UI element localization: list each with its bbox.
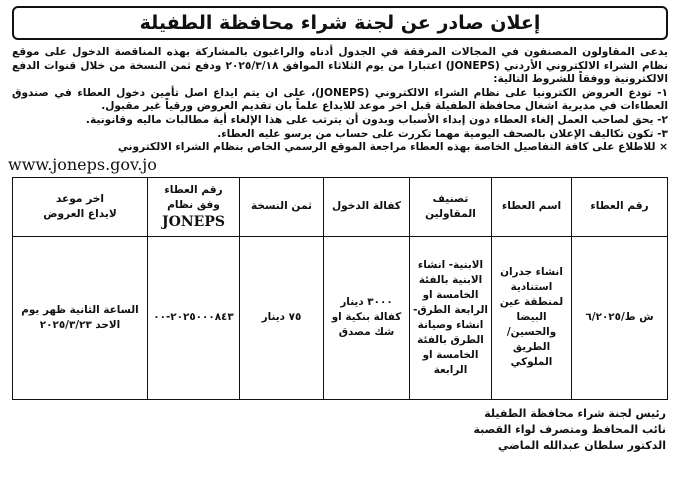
header-joneps-line2: وفق نظام [167, 198, 220, 211]
cell-contractor-class: الابنية- انشاء الابنية بالفئة الخامسة او الرابعة الطرق- انشاء وصيانة الطرق بالفئة الخامسة او الرابعة [410, 236, 492, 399]
cell-tender-name: انشاء جدران استنادية لمنطقة عين البيضا والحسين/ الطريق الملوكي [492, 236, 572, 399]
signature-line-3: الدكتور سلطان عبدالله الماضي [498, 438, 666, 452]
condition-item: ١- تودع العروض الكترونيا على نظام الشراء الالكتروني (JONEPS)، على ان يتم ايداع اصل تأمين دخول العطاء في صندوق العطاءات في مديرية اشغال محافظة الطفيلة قبل اخر موعد للايداع علماً بان تقديم العروض ورقياً غير مقبول. [12, 86, 668, 113]
cell-tender-number: ش ط/٦/٢٠٢٥ [572, 236, 668, 399]
header-tender-number: رقم العطاء [572, 177, 668, 236]
header-deadline-line1: اخر موعد [55, 192, 105, 205]
condition-item: ٢- يحق لصاحب العمل إلغاء العطاء دون إبداء الأسباب وبدون أن يترتب على هذا الإلغاء أية مطالبات ماليه وقانونية. [85, 113, 668, 126]
header-joneps-line1: رقم العطاء [164, 183, 223, 196]
header-deadline [13, 177, 148, 236]
cell-deadline: الساعة الثانية ظهر يوم الاحد ٢٠٢٥/٣/٢٣ [13, 236, 148, 399]
condition-item: ٣- تكون تكاليف الإعلان بالصحف اليومية مهما تكررت على حساب من يرسو عليه العطاء. [217, 127, 668, 140]
cell-copy-price: ٧٥ دينار [240, 236, 324, 399]
details-note: × للاطلاع على كافة التفاصيل الخاصة بهذه العطاء مراجعة الموقع الرسمي الخاص بنظام الشراء الالكتروني [117, 141, 668, 154]
signature-block [8, 406, 666, 454]
website-link[interactable]: www.joneps.gov.jo [8, 154, 157, 174]
table-header-row [13, 177, 668, 236]
header-copy-price: ثمن النسخة [240, 177, 324, 236]
cell-joneps-number: ٢٠٢٥٠٠٠٨٤٣-٠٠ [148, 236, 240, 399]
header-tender-name: اسم العطاء [492, 177, 572, 236]
header-contractor-class: تصنيف المقاولين [410, 177, 492, 236]
header-joneps-line3: JONEPS [162, 213, 225, 230]
announcement-title: إعلان صادر عن لجنة شراء محافظة الطفيلة [12, 6, 668, 40]
header-deadline-line2: لايداع العروض [43, 207, 117, 220]
conditions-list [12, 87, 668, 141]
intro-paragraph: يدعى المقاولون المصنفون في المجالات المرفقة في الجدول أدناه والراغبون بالمشاركة بهذه المناقصة الدخول على موقع نظام الشراء الالكتروني الأردني (JONEPS) اعتبارا من يوم الثلاثاء الموافق ٢٠٢٥/٣/١٨ ودفع ثمن النسخة من خلال قنوات الدفع الالكترونية ووفقاً للشروط التالية: [12, 46, 668, 86]
header-entry-guarantee: كفالة الدخول [324, 177, 410, 236]
header-joneps-number [148, 177, 240, 236]
table-row [13, 236, 668, 399]
signature-line-1: رئيس لجنة شراء محافظة الطفيلة [484, 406, 666, 420]
tenders-table [12, 177, 668, 400]
cell-entry-guarantee: ٣٠٠٠ دينار كفالة بنكية او شك مصدق [324, 236, 410, 399]
signature-line-2: نائب المحافظ ومتصرف لواء القصبة [473, 422, 666, 436]
announcement-body [12, 46, 668, 155]
